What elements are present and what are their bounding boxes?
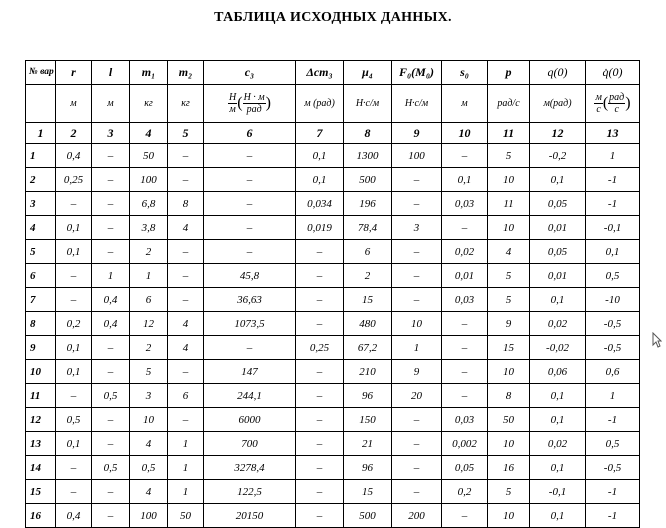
header-qdot0: q̇(0) xyxy=(586,61,640,85)
table-cell: 0,034 xyxy=(296,192,344,216)
table-row xyxy=(26,288,640,312)
table-cell: – xyxy=(56,456,92,480)
table-cell: – xyxy=(392,288,442,312)
variant-number-cell: 16 xyxy=(26,504,56,528)
column-number-cell: 8 xyxy=(344,123,392,144)
column-number-cell: 4 xyxy=(130,123,168,144)
unit-p: рад/с xyxy=(488,85,530,123)
table-cell: 4 xyxy=(130,480,168,504)
header-m2: m₂ xyxy=(168,61,204,85)
table-cell: – xyxy=(204,216,296,240)
table-cell: 2 xyxy=(130,240,168,264)
table-cell: 8 xyxy=(168,192,204,216)
table-cell: 0,1 xyxy=(530,408,586,432)
table-cell: – xyxy=(296,480,344,504)
table-cell: 2 xyxy=(130,336,168,360)
table-cell: – xyxy=(92,336,130,360)
table-cell: 0,002 xyxy=(442,432,488,456)
table-cell: 0,5 xyxy=(586,432,640,456)
header-p: p xyxy=(488,61,530,85)
table-cell: 0,2 xyxy=(56,312,92,336)
table-cell: 5 xyxy=(130,360,168,384)
table-cell: 500 xyxy=(344,168,392,192)
table-cell: 0,25 xyxy=(56,168,92,192)
unit-c3-right-fraction: $\frac{Н \cdot м}{\text{рад}}$ xyxy=(243,92,265,115)
table-cell: 5 xyxy=(488,480,530,504)
unit-qdot0: $\frac{м}{с}$ ( $\frac{\text{рад}}{с}$ ) xyxy=(586,85,640,123)
table-cell: 6 xyxy=(168,384,204,408)
variant-number-cell: 13 xyxy=(26,432,56,456)
unit-mu4: Н·с/м xyxy=(344,85,392,123)
table-cell: 0,03 xyxy=(442,192,488,216)
table-cell: – xyxy=(56,192,92,216)
table-cell: 0,01 xyxy=(530,216,586,240)
table-cell: – xyxy=(442,384,488,408)
table-cell: 5 xyxy=(488,288,530,312)
variant-number-cell: 3 xyxy=(26,192,56,216)
table-cell: 10 xyxy=(392,312,442,336)
table-row xyxy=(26,456,640,480)
table-cell: 0,05 xyxy=(530,240,586,264)
table-cell: 100 xyxy=(130,504,168,528)
table-row xyxy=(26,480,640,504)
table-cell: -0,1 xyxy=(586,216,640,240)
header-r: r xyxy=(56,61,92,85)
table-cell: – xyxy=(392,192,442,216)
table-cell: 0,1 xyxy=(56,216,92,240)
table-cell: 4 xyxy=(168,336,204,360)
table-cell: 0,01 xyxy=(530,264,586,288)
table-cell: – xyxy=(442,360,488,384)
table-row xyxy=(26,408,640,432)
table-cell: 1300 xyxy=(344,144,392,168)
table-cell: 15 xyxy=(344,288,392,312)
table-cell: 45,8 xyxy=(204,264,296,288)
table-cell: 15 xyxy=(488,336,530,360)
table-cell: 36,63 xyxy=(204,288,296,312)
table-row xyxy=(26,504,640,528)
variant-number-cell: 7 xyxy=(26,288,56,312)
table-cell: 9 xyxy=(392,360,442,384)
table-row xyxy=(26,336,640,360)
table-cell: 0,1 xyxy=(56,360,92,384)
table-cell: – xyxy=(92,432,130,456)
table-cell: – xyxy=(392,432,442,456)
unit-f0: Н·с/м xyxy=(392,85,442,123)
table-cell: -0,5 xyxy=(586,456,640,480)
table-cell: – xyxy=(168,264,204,288)
table-cell: -0,1 xyxy=(530,480,586,504)
table-cell: – xyxy=(168,240,204,264)
table-cell: -1 xyxy=(586,192,640,216)
unit-qdot-right-fraction: $\frac{\text{рад}}{с}$ xyxy=(609,92,625,115)
table-cell: – xyxy=(296,264,344,288)
table-cell: – xyxy=(296,312,344,336)
table-cell: – xyxy=(392,168,442,192)
table-cell: 0,1 xyxy=(296,144,344,168)
table-cell: 20150 xyxy=(204,504,296,528)
units-row xyxy=(26,85,640,123)
column-number-cell: 6 xyxy=(204,123,296,144)
table-cell: 10 xyxy=(488,216,530,240)
table-cell: -1 xyxy=(586,408,640,432)
table-cell: – xyxy=(56,288,92,312)
table-cell: 0,1 xyxy=(530,288,586,312)
table-cell: 6,8 xyxy=(130,192,168,216)
table-cell: 0,2 xyxy=(442,480,488,504)
header-mu4: μ₄ xyxy=(344,61,392,85)
table-cell: 0,01 xyxy=(442,264,488,288)
variant-number-cell: 1 xyxy=(26,144,56,168)
table-cell: – xyxy=(92,504,130,528)
table-cell: 147 xyxy=(204,360,296,384)
table-cell: 4 xyxy=(168,312,204,336)
variant-number-cell: 14 xyxy=(26,456,56,480)
table-cell: 0,1 xyxy=(586,240,640,264)
column-number-cell: 3 xyxy=(92,123,130,144)
variant-number-cell: 6 xyxy=(26,264,56,288)
table-cell: – xyxy=(392,264,442,288)
header-row xyxy=(26,61,640,85)
table-cell: – xyxy=(92,216,130,240)
table-row xyxy=(26,384,640,408)
variant-number-cell: 2 xyxy=(26,168,56,192)
table-cell: 4 xyxy=(130,432,168,456)
table-cell: 0,1 xyxy=(442,168,488,192)
table-cell: 0,5 xyxy=(92,384,130,408)
table-cell: 15 xyxy=(344,480,392,504)
table-cell: 200 xyxy=(392,504,442,528)
table-cell: 480 xyxy=(344,312,392,336)
table-cell: 12 xyxy=(130,312,168,336)
table-cell: 3 xyxy=(130,384,168,408)
table-cell: 0,1 xyxy=(56,432,92,456)
table-cell: 4 xyxy=(488,240,530,264)
column-number-row xyxy=(26,123,640,144)
table-cell: 0,06 xyxy=(530,360,586,384)
table-cell: 3,8 xyxy=(130,216,168,240)
table-row xyxy=(26,312,640,336)
header-l: l xyxy=(92,61,130,85)
table-cell: – xyxy=(296,456,344,480)
table-cell: -0,5 xyxy=(586,312,640,336)
column-number-cell: 1 xyxy=(26,123,56,144)
table-cell: – xyxy=(442,336,488,360)
table-cell: 0,1 xyxy=(530,384,586,408)
table-cell: 0,1 xyxy=(530,168,586,192)
table-cell: 50 xyxy=(488,408,530,432)
table-cell: – xyxy=(92,240,130,264)
table-cell: – xyxy=(56,384,92,408)
unit-l: м xyxy=(92,85,130,123)
table-cell: – xyxy=(56,264,92,288)
table-cell: 0,5 xyxy=(586,264,640,288)
table-cell: 0,5 xyxy=(130,456,168,480)
table-cell: – xyxy=(296,432,344,456)
variant-number-cell: 15 xyxy=(26,480,56,504)
table-cell: 1 xyxy=(586,384,640,408)
column-number-cell: 7 xyxy=(296,123,344,144)
table-cell: 0,02 xyxy=(530,432,586,456)
table-row xyxy=(26,192,640,216)
header-f0: F₀(M₀) xyxy=(392,61,442,85)
table-cell: 0,6 xyxy=(586,360,640,384)
table-cell: – xyxy=(168,288,204,312)
table-cell: -1 xyxy=(586,168,640,192)
table-cell: – xyxy=(204,192,296,216)
unit-c3-left-fraction: $\frac{Н}{м}$ xyxy=(229,92,237,115)
table-cell: 0,4 xyxy=(56,504,92,528)
table-cell: 50 xyxy=(130,144,168,168)
table-cell: -1 xyxy=(586,480,640,504)
unit-qdot-left-fraction: $\frac{м}{с}$ xyxy=(595,92,602,115)
column-number-cell: 13 xyxy=(586,123,640,144)
table-cell: – xyxy=(168,408,204,432)
table-cell: – xyxy=(392,480,442,504)
table-row xyxy=(26,144,640,168)
table-cell: 1 xyxy=(168,456,204,480)
column-number-cell: 12 xyxy=(530,123,586,144)
column-number-cell: 11 xyxy=(488,123,530,144)
column-number-cell: 5 xyxy=(168,123,204,144)
table-cell: 196 xyxy=(344,192,392,216)
table-cell: 0,02 xyxy=(442,240,488,264)
table-cell: 0,1 xyxy=(530,504,586,528)
header-c3: c₃ xyxy=(204,61,296,85)
column-number-cell: 10 xyxy=(442,123,488,144)
table-cell: 0,1 xyxy=(530,456,586,480)
table-cell: – xyxy=(92,360,130,384)
variant-number-cell: 5 xyxy=(26,240,56,264)
table-cell: – xyxy=(296,240,344,264)
table-cell: – xyxy=(296,504,344,528)
table-cell: 6000 xyxy=(204,408,296,432)
table-cell: – xyxy=(168,168,204,192)
table-cell: – xyxy=(168,360,204,384)
table-cell: 4 xyxy=(168,216,204,240)
variant-number-cell: 10 xyxy=(26,360,56,384)
table-cell: 0,4 xyxy=(56,144,92,168)
variant-number-header: № вар xyxy=(26,61,56,85)
table-cell: 0,03 xyxy=(442,288,488,312)
table-cell: – xyxy=(392,240,442,264)
table-cell: 5 xyxy=(488,264,530,288)
header-delta: Δст₃ xyxy=(296,61,344,85)
variant-number-cell: 12 xyxy=(26,408,56,432)
variant-number-cell: 4 xyxy=(26,216,56,240)
table-cell: 10 xyxy=(488,432,530,456)
table-cell: 9 xyxy=(488,312,530,336)
table-cell: – xyxy=(168,144,204,168)
table-cell: -0,2 xyxy=(530,144,586,168)
table-cell: 0,02 xyxy=(530,312,586,336)
table-cell: – xyxy=(296,288,344,312)
table-row xyxy=(26,216,640,240)
table-cell: – xyxy=(296,408,344,432)
table-cell: – xyxy=(204,240,296,264)
table-cell: 0,05 xyxy=(530,192,586,216)
table-cell: 11 xyxy=(488,192,530,216)
table-cell: – xyxy=(392,456,442,480)
unit-r: м xyxy=(56,85,92,123)
table-row xyxy=(26,240,640,264)
table-cell: 6 xyxy=(130,288,168,312)
table-cell: 1 xyxy=(130,264,168,288)
table-cell: 0,4 xyxy=(92,312,130,336)
table-cell: 122,5 xyxy=(204,480,296,504)
header-s0: s₀ xyxy=(442,61,488,85)
table-cell: -1 xyxy=(586,504,640,528)
column-number-cell: 2 xyxy=(56,123,92,144)
unit-m1: кг xyxy=(130,85,168,123)
table-cell: 1 xyxy=(168,480,204,504)
table-cell: 100 xyxy=(130,168,168,192)
table-cell: 0,05 xyxy=(442,456,488,480)
table-cell: -0,02 xyxy=(530,336,586,360)
table-cell: – xyxy=(204,144,296,168)
table-cell: 500 xyxy=(344,504,392,528)
table-cell: 1073,5 xyxy=(204,312,296,336)
table-cell: 0,019 xyxy=(296,216,344,240)
table-cell: – xyxy=(92,144,130,168)
unit-q0: м(рад) xyxy=(530,85,586,123)
table-cell: – xyxy=(442,312,488,336)
table-cell: 700 xyxy=(204,432,296,456)
table-cell: – xyxy=(92,408,130,432)
table-cell: 244,1 xyxy=(204,384,296,408)
table-cell: 50 xyxy=(168,504,204,528)
table-cell: -0,5 xyxy=(586,336,640,360)
table-cell: – xyxy=(442,144,488,168)
table-cell: 10 xyxy=(488,360,530,384)
unit-delta: м (рад) xyxy=(296,85,344,123)
table-cell: – xyxy=(296,360,344,384)
header-q0: q(0) xyxy=(530,61,586,85)
variant-number-cell: 11 xyxy=(26,384,56,408)
variant-number-cell: 9 xyxy=(26,336,56,360)
table-cell: 100 xyxy=(392,144,442,168)
table-cell: 6 xyxy=(344,240,392,264)
table-cell: 0,5 xyxy=(92,456,130,480)
table-cell: – xyxy=(392,408,442,432)
table-cell: 1 xyxy=(586,144,640,168)
table-cell: -10 xyxy=(586,288,640,312)
table-cell: 96 xyxy=(344,456,392,480)
unit-s0: м xyxy=(442,85,488,123)
table-cell: – xyxy=(296,384,344,408)
table-cell: 78,4 xyxy=(344,216,392,240)
page-title: ТАБЛИЦА ИСХОДНЫХ ДАННЫХ. xyxy=(214,10,452,25)
table-cell: 67,2 xyxy=(344,336,392,360)
unit-m2: кг xyxy=(168,85,204,123)
table-cell: – xyxy=(56,480,92,504)
table-cell: 0,25 xyxy=(296,336,344,360)
table-cell: 0,1 xyxy=(296,168,344,192)
table-cell: 8 xyxy=(488,384,530,408)
table-cell: – xyxy=(204,336,296,360)
table-cell: 10 xyxy=(130,408,168,432)
table-cell: 96 xyxy=(344,384,392,408)
table-cell: 0,4 xyxy=(92,288,130,312)
table-cell: – xyxy=(92,168,130,192)
table-cell: 0,1 xyxy=(56,336,92,360)
table-cell: 1 xyxy=(92,264,130,288)
header-m1: m₁ xyxy=(130,61,168,85)
table-cell: 0,03 xyxy=(442,408,488,432)
table-cell: 16 xyxy=(488,456,530,480)
table-row xyxy=(26,264,640,288)
table-cell: 5 xyxy=(488,144,530,168)
table-row xyxy=(26,432,640,456)
table-cell: 21 xyxy=(344,432,392,456)
table-cell: 210 xyxy=(344,360,392,384)
units-empty xyxy=(26,85,56,123)
table-cell: – xyxy=(92,192,130,216)
table-cell: 10 xyxy=(488,168,530,192)
table-cell: 150 xyxy=(344,408,392,432)
table-cell: 2 xyxy=(344,264,392,288)
variant-number-cell: 8 xyxy=(26,312,56,336)
table-cell: 0,1 xyxy=(56,240,92,264)
column-number-cell: 9 xyxy=(392,123,442,144)
unit-c3: $\frac{Н}{м}$ ( $\frac{Н \cdot м}{\text{рад}}$ ) xyxy=(204,85,296,123)
table-cell: 1 xyxy=(168,432,204,456)
table-row xyxy=(26,360,640,384)
data-table xyxy=(25,60,640,528)
table-row xyxy=(26,168,640,192)
table-cell: 0,5 xyxy=(56,408,92,432)
table-cell: – xyxy=(92,480,130,504)
table-cell: 20 xyxy=(392,384,442,408)
table-cell: – xyxy=(204,168,296,192)
table-cell: – xyxy=(442,504,488,528)
table-cell: 3 xyxy=(392,216,442,240)
table-cell: 3278,4 xyxy=(204,456,296,480)
table-cell: – xyxy=(442,216,488,240)
table-cell: 10 xyxy=(488,504,530,528)
table-cell: 1 xyxy=(392,336,442,360)
